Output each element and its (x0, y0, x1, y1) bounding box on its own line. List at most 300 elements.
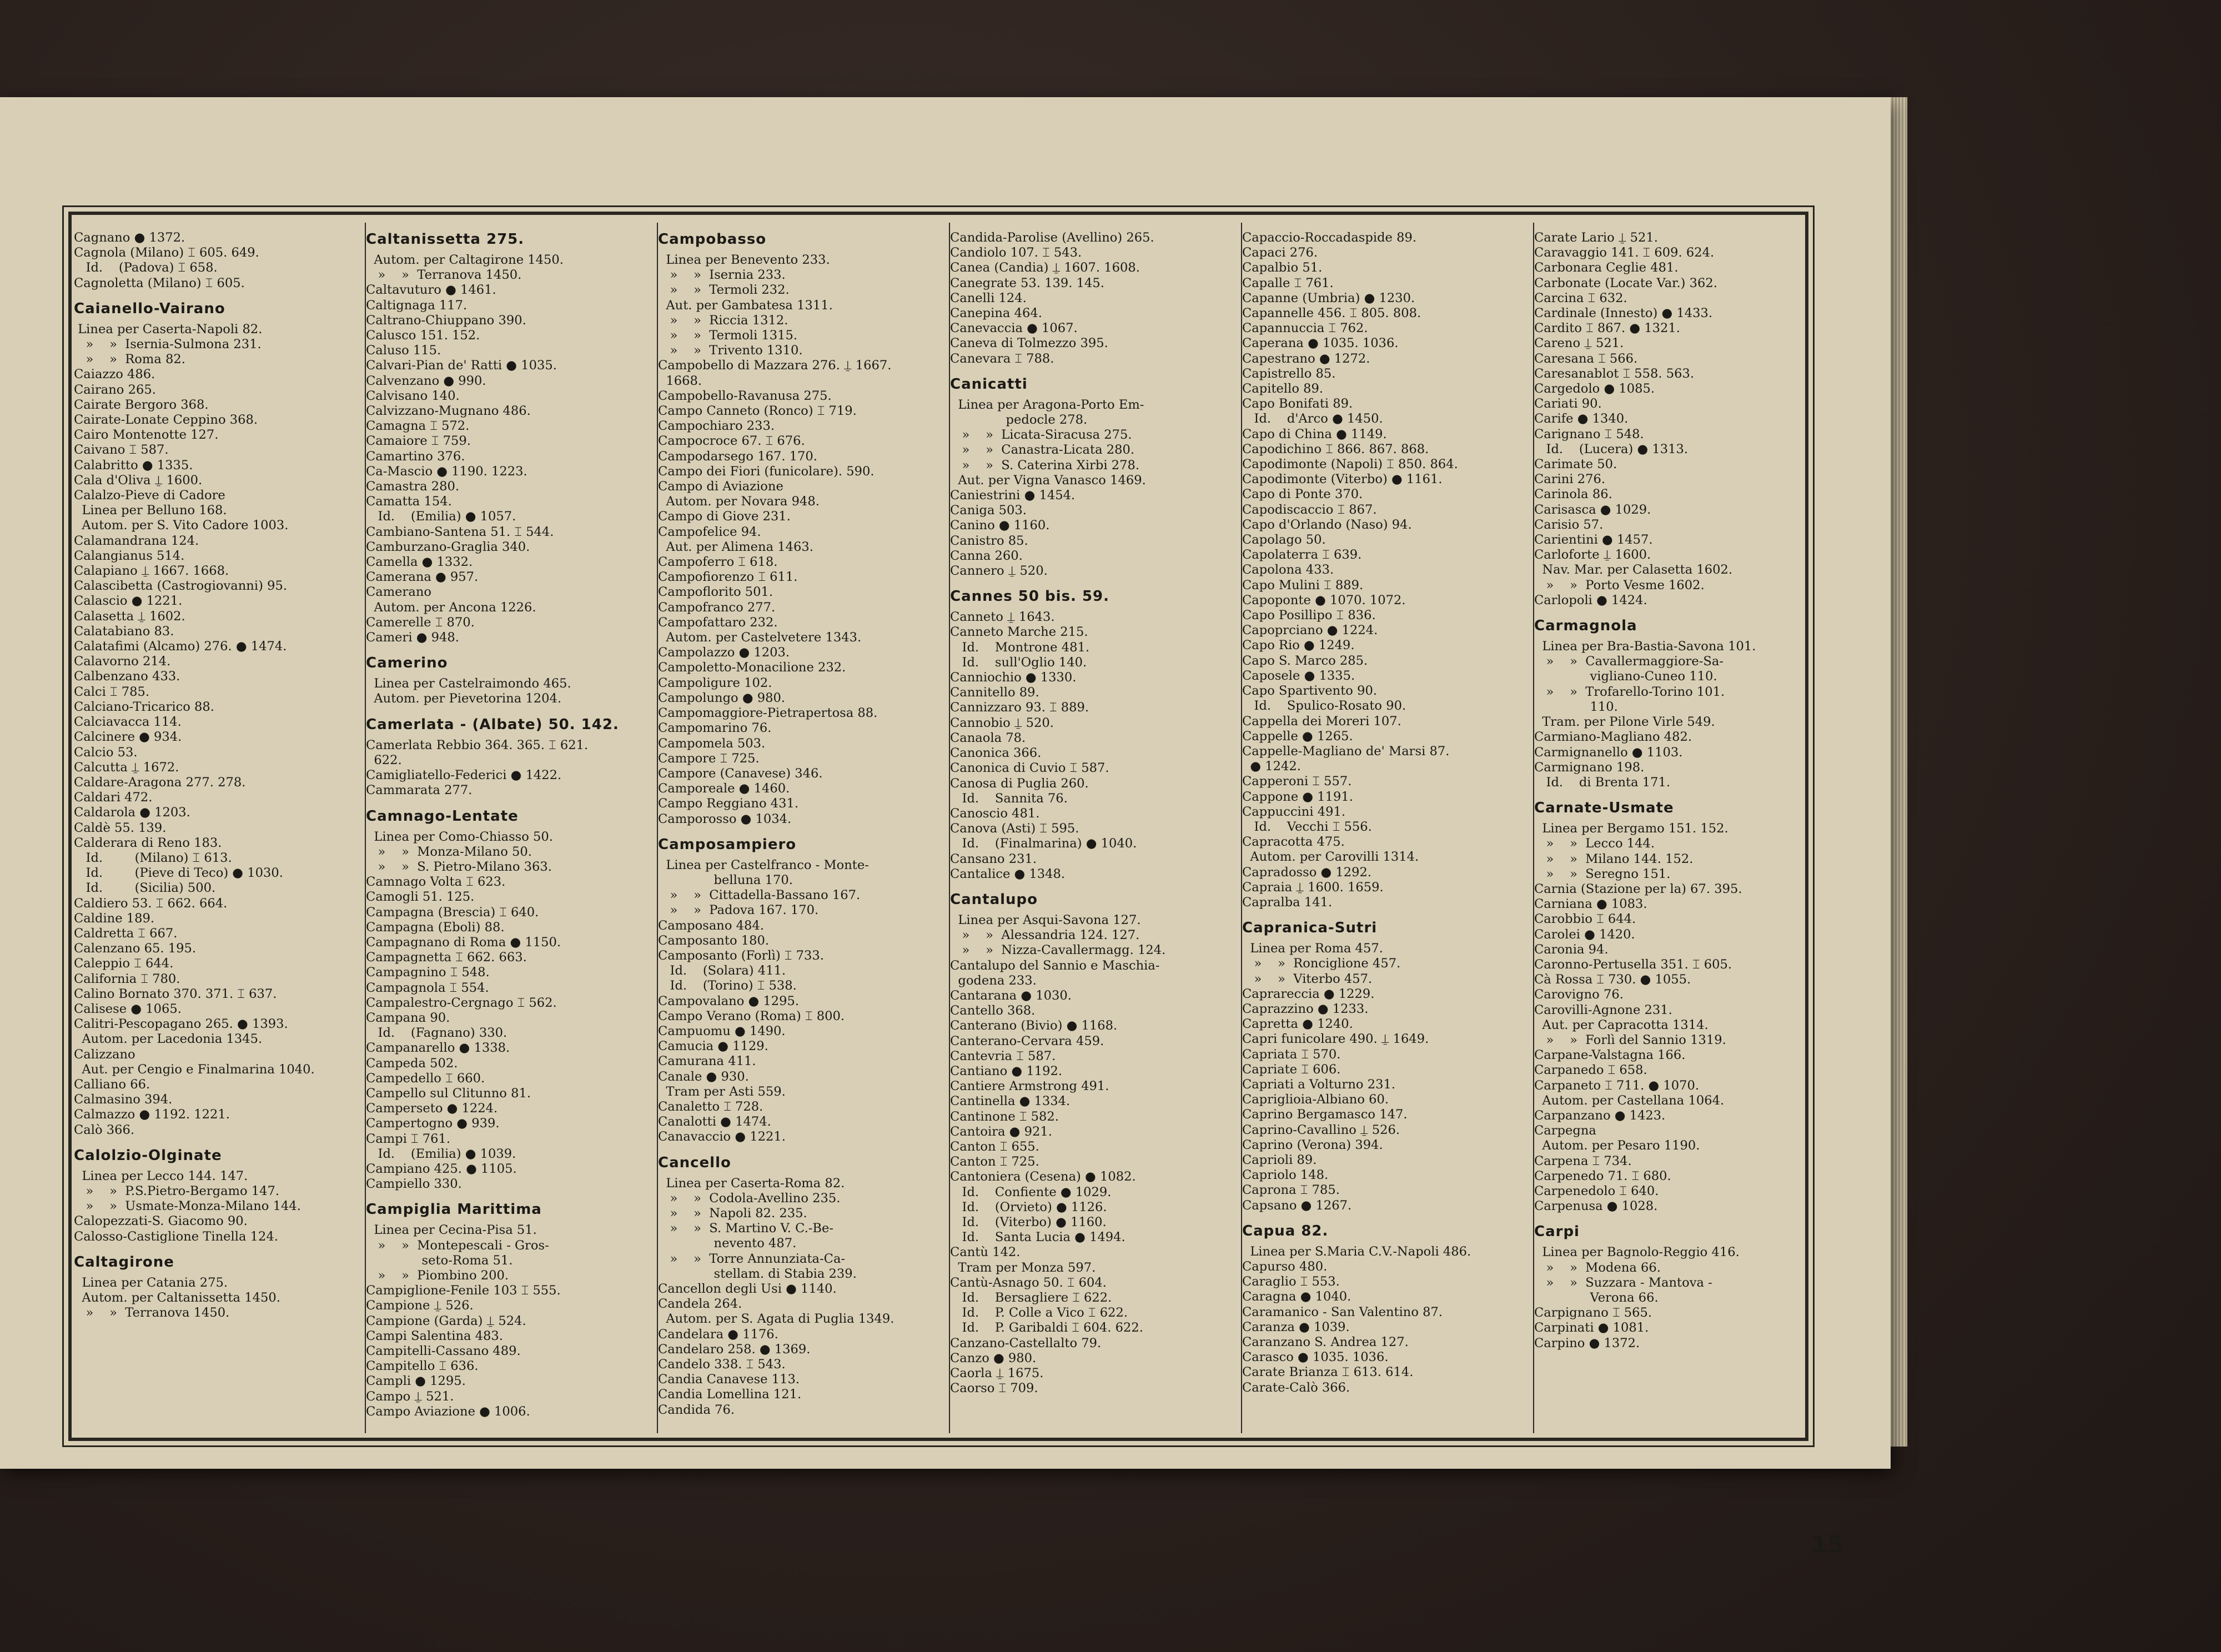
station-entry: Nav. Mar. per Calasetta 1602. (1534, 563, 1733, 578)
station-entry: Id. Confiente ● 1029. (950, 1184, 1112, 1199)
station-entry: Capolago 50. (1242, 533, 1326, 548)
station-entry: » » Trivento 1310. (658, 343, 803, 358)
station-entry: Cappone ● 1191. (1242, 789, 1353, 804)
station-entry: Cantiere Armstrong 491. (950, 1079, 1109, 1094)
station-entry: Camogli 51. 125. (366, 890, 475, 905)
station-entry: Aut. per Cengio e Finalmarina 1040. (74, 1062, 315, 1077)
station-entry: Id. Montrone 481. (950, 640, 1090, 655)
station-entry: Carmignano 198. (1534, 760, 1645, 775)
station-entry: Campo Verano (Roma) ⌶ 800. (658, 1008, 845, 1023)
station-entry: Cargedolo ● 1085. (1534, 381, 1655, 396)
station-entry: Calascibetta (Castrogiovanni) 95. (74, 579, 288, 594)
station-entry: Caravaggio 141. ⌶ 609. 624. (1534, 245, 1715, 260)
station-entry: Aut. per Gambatesa 1311. (658, 298, 833, 313)
station-entry: Linea per Roma 457. (1242, 941, 1383, 956)
station-entry: Caldari 472. (74, 790, 153, 805)
station-entry: Cardito ⌶ 867. ● 1321. (1534, 321, 1680, 336)
station-heading: Camposampiero (658, 836, 797, 853)
station-entry: Capodichino ⌶ 866. 867. 868. (1242, 441, 1429, 456)
station-entry: Campuomu ● 1490. (658, 1023, 786, 1038)
station-entry: Id. (Torino) ⌶ 538. (658, 978, 797, 993)
station-entry: Campi Salentina 483. (366, 1328, 503, 1343)
station-entry: Careno ⍊ 521. (1534, 336, 1624, 351)
station-entry: Canevaccia ● 1067. (950, 321, 1078, 336)
station-entry: Camerano (366, 585, 431, 600)
station-entry: Capalbio 51. (1242, 260, 1323, 275)
station-entry: Canavaccio ● 1221. (658, 1129, 786, 1144)
station-entry: California ⌶ 780. (74, 971, 180, 986)
station-entry: Camposanto 180. (658, 933, 770, 948)
station-entry: Caraglio ⌶ 553. (1242, 1274, 1340, 1289)
station-entry: Camerlata Rebbio 364. 365. ⌶ 621. (366, 737, 589, 752)
station-entry: Campana 90. (366, 1010, 450, 1025)
station-entry: Capraia ⍊ 1600. 1659. (1242, 880, 1384, 895)
station-entry: Carmignanello ● 1103. (1534, 745, 1683, 760)
station-entry: Cariati 90. (1534, 396, 1602, 411)
station-entry: Calitri-Pescopagano 265. ● 1393. (74, 1017, 288, 1032)
station-entry: Carientini ● 1457. (1534, 533, 1653, 548)
station-entry: Cairo Montenotte 127. (74, 428, 219, 443)
book-page (0, 97, 1891, 1558)
station-entry: Cala d'Oliva ⍊ 1600. (74, 473, 203, 488)
station-entry: Candia Lomellina 121. (658, 1387, 802, 1402)
station-entry: Id. P. Colle a Vico ⌶ 622. (950, 1305, 1128, 1320)
station-entry: Camagna ⌶ 572. (366, 419, 470, 434)
station-entry: Campore (Canavese) 346. (658, 766, 823, 781)
station-entry: » » Monza-Milano 50. (366, 844, 532, 859)
station-entry: Calavorno 214. (74, 654, 171, 669)
station-entry: Cappella dei Moreri 107. (1242, 714, 1401, 729)
station-entry: Calatafimi (Alcamo) 276. ● 1474. (74, 639, 287, 654)
station-entry: Camatta 154. (366, 494, 452, 509)
station-entry: Candiolo 107. ⌶ 543. (950, 245, 1082, 260)
station-entry: Calascio ● 1221. (74, 594, 183, 609)
index-column-4 (950, 230, 1239, 1424)
station-entry: Campo di Giove 231. (658, 509, 791, 524)
station-entry: Caprino Bergamasco 147. (1242, 1107, 1408, 1122)
station-entry: Id. di Brenta 171. (1534, 775, 1671, 790)
station-entry: Candia Canavese 113. (658, 1372, 800, 1387)
station-entry: ● 1242. (1242, 759, 1301, 774)
station-entry: Canistro 85. (950, 533, 1028, 548)
station-entry: Carife ● 1340. (1534, 411, 1629, 426)
station-entry: Canna 260. (950, 548, 1023, 563)
station-entry: Id. Bersagliere ⌶ 622. (950, 1291, 1112, 1305)
station-entry: Calcinere ● 934. (74, 730, 182, 745)
station-entry: Carpane-Valstagna 166. (1534, 1048, 1686, 1063)
station-entry: Canevara ⌶ 788. (950, 351, 1054, 366)
station-entry: Candelaro 258. ● 1369. (658, 1342, 811, 1357)
station-entry: Autom. per S. Agata di Puglia 1349. (658, 1312, 895, 1327)
station-entry: Cantalupo del Sannio e Maschia- (950, 958, 1160, 973)
station-entry: Camposano 484. (658, 918, 764, 933)
station-entry: Campello sul Clitunno 81. (366, 1086, 531, 1101)
station-entry: Canelli 124. (950, 290, 1027, 305)
station-entry: Calliano 66. (74, 1077, 150, 1092)
station-entry: Campovalano ● 1295. (658, 993, 800, 1008)
station-entry: Caleppio ⌶ 644. (74, 956, 174, 971)
station-entry: Calino Bornato 370. 371. ⌶ 637. (74, 986, 277, 1001)
station-entry: Capriolo 148. (1242, 1168, 1329, 1183)
station-entry: Caragna ● 1040. (1242, 1289, 1351, 1304)
station-entry: Caiazzo 486. (74, 367, 155, 382)
station-entry: Capurso 480. (1242, 1259, 1328, 1274)
station-entry: Id. (Emilia) ● 1057. (366, 509, 516, 524)
station-heading: Campiglia Marittima (366, 1201, 542, 1218)
station-entry: Linea per Castelfranco - Monte- (658, 857, 869, 872)
station-entry: Linea per S.Maria C.V.-Napoli 486. (1242, 1244, 1471, 1259)
station-entry: Canino ● 1160. (950, 518, 1050, 533)
station-entry: Canneto ⍊ 1643. (950, 610, 1055, 625)
station-entry: Capanne (Umbria) ● 1230. (1242, 290, 1415, 305)
station-heading: Cannes 50 bis. 59. (950, 588, 1110, 605)
station-entry: Camaiore ⌶ 759. (366, 434, 471, 449)
station-entry: Capo Bonifati 89. (1242, 396, 1353, 411)
station-entry: Campione (Garda) ⍊ 524. (366, 1313, 526, 1328)
station-entry: Caronno-Pertusella 351. ⌶ 605. (1534, 957, 1732, 972)
station-entry: Caniestrini ● 1454. (950, 488, 1076, 503)
station-entry: Linea per Caserta-Napoli 82. (74, 322, 263, 337)
station-entry: Capo Mulini ⌶ 889. (1242, 578, 1364, 592)
station-heading: Caltagirone (74, 1253, 174, 1271)
station-entry: Carpenusa ● 1028. (1534, 1199, 1658, 1214)
station-entry: Carloforte ⍊ 1600. (1534, 548, 1651, 563)
station-entry: Carpino ● 1372. (1534, 1335, 1640, 1350)
station-entry: 110. (1534, 699, 1618, 714)
station-entry: Id. (Pieve di Teco) ● 1030. (74, 866, 283, 881)
station-entry: Campi ⌶ 761. (366, 1131, 451, 1146)
station-entry: » » Trofarello-Torino 101. (1534, 684, 1725, 699)
station-entry: 1668. (658, 373, 702, 388)
station-entry: Carovigno 76. (1534, 987, 1624, 1002)
station-entry: Capo di China ● 1149. (1242, 426, 1387, 441)
station-entry: Linea per Caserta-Roma 82. (658, 1176, 845, 1191)
station-entry: Cannobio ⍊ 520. (950, 715, 1054, 730)
station-entry: Id. (Milano) ⌶ 613. (74, 850, 232, 865)
station-entry: Cantinella ● 1334. (950, 1094, 1071, 1109)
station-entry: pedocle 278. (950, 413, 1088, 428)
index-column-5 (1242, 230, 1531, 1424)
station-entry: Linea per Asqui-Savona 127. (950, 912, 1141, 927)
station-entry: » » Forlì del Sannio 1319. (1534, 1032, 1726, 1047)
station-entry: Caramanico - San Valentino 87. (1242, 1304, 1443, 1319)
station-entry: Caluso 115. (366, 343, 441, 358)
station-entry: Candelara ● 1176. (658, 1327, 778, 1342)
station-entry: Caprona ⌶ 785. (1242, 1183, 1340, 1198)
station-entry: Capolona 433. (1242, 563, 1334, 578)
station-entry: Camastra 280. (366, 479, 460, 494)
station-entry: Campoligure 102. (658, 675, 772, 690)
station-entry: Cappuccini 491. (1242, 804, 1346, 819)
station-entry: Canonica di Cuvio ⌶ 587. (950, 761, 1109, 776)
station-entry: Carcina ⌶ 632. (1534, 290, 1627, 305)
station-entry: Carate-Calò 366. (1242, 1380, 1350, 1395)
station-entry: » » S. Pietro-Milano 363. (366, 859, 552, 874)
station-entry: Cantiano ● 1192. (950, 1063, 1062, 1078)
station-entry: Calmazzo ● 1192. 1221. (74, 1107, 230, 1122)
station-entry: Capoprciano ● 1224. (1242, 623, 1378, 638)
station-entry: Caresanablot ⌶ 558. 563. (1534, 366, 1695, 381)
station-entry: » » Ronciglione 457. (1242, 956, 1401, 971)
station-heading: Camerlata - (Albate) 50. 142. (366, 716, 619, 733)
station-entry: Calisese ● 1065. (74, 1001, 182, 1016)
station-entry: Capriglioia-Albiano 60. (1242, 1092, 1389, 1107)
station-entry: Camburzano-Graglia 340. (366, 539, 530, 554)
station-entry: Capo d'Orlando (Naso) 94. (1242, 517, 1412, 532)
station-entry: Carignano ⌶ 548. (1534, 426, 1644, 441)
station-entry: Caresana ⌶ 566. (1534, 351, 1638, 366)
station-entry: Campo Reggiano 431. (658, 796, 799, 811)
station-entry: Calosso-Castiglione Tinella 124. (74, 1229, 278, 1244)
station-entry: Cà Rossa ⌶ 730. ● 1055. (1534, 972, 1691, 987)
station-entry: Linea per Bergamo 151. 152. (1534, 821, 1728, 836)
station-entry: belluna 170. (658, 872, 793, 887)
station-entry: Carasco ● 1035. 1036. (1242, 1350, 1389, 1365)
station-entry: Campiello 330. (366, 1177, 462, 1192)
station-entry: Calò 366. (74, 1122, 135, 1137)
station-entry: Capralba 141. (1242, 895, 1333, 910)
station-entry: » » Terranova 1450. (74, 1305, 230, 1320)
station-entry: Calcio 53. (74, 745, 138, 760)
station-entry: Camella ● 1332. (366, 555, 473, 570)
station-entry: Calangianus 514. (74, 548, 185, 563)
station-entry: Canaola 78. (950, 730, 1026, 745)
station-entry: Canoscio 481. (950, 806, 1040, 821)
station-entry: Aut. per Capracotta 1314. (1534, 1017, 1709, 1032)
station-entry: Carate Brianza ⌶ 613. 614. (1242, 1365, 1414, 1380)
index-column-1 (74, 230, 363, 1424)
station-entry: Carinola 86. (1534, 487, 1612, 502)
station-entry: Calenzano 65. 195. (74, 941, 197, 956)
station-entry: » » Termoli 1315. (658, 328, 798, 343)
station-entry: Cantevria ⌶ 587. (950, 1048, 1056, 1063)
station-entry: Linea per Como-Chiasso 50. (366, 829, 553, 844)
station-entry: Caranzano S. Andrea 127. (1242, 1335, 1409, 1350)
station-entry: Caprareccia ● 1229. (1242, 986, 1375, 1001)
station-entry: Linea per Catania 275. (74, 1275, 228, 1290)
station-entry: Camerelle ⌶ 870. (366, 615, 475, 630)
index-column-6 (1534, 230, 1823, 1424)
station-entry: » » Terranova 1450. (366, 268, 522, 283)
station-entry: » » Porto Vesme 1602. (1534, 578, 1705, 592)
station-entry: Cambiano-Santena 51. ⌶ 544. (366, 524, 554, 539)
station-entry: Calvizzano-Mugnano 486. (366, 404, 531, 419)
station-entry: Cancellon degli Usi ● 1140. (658, 1282, 837, 1296)
station-entry: Canton ⌶ 655. (950, 1139, 1039, 1154)
station-entry: Campofranco 277. (658, 600, 776, 615)
station-entry: Caltignaga 117. (366, 298, 468, 313)
station-entry: Caldarola ● 1203. (74, 805, 190, 820)
station-entry: Ca-Mascio ● 1190. 1223. (366, 464, 527, 479)
station-entry: Caivano ⌶ 587. (74, 443, 169, 458)
station-entry: Campanarello ● 1338. (366, 1041, 510, 1056)
station-entry: Capriati a Volturno 231. (1242, 1077, 1396, 1092)
station-entry: Cannitello 89. (950, 685, 1039, 700)
station-entry: Campofelice 94. (658, 524, 761, 539)
station-entry: Capitello 89. (1242, 381, 1324, 396)
station-entry: Campione ⍊ 526. (366, 1298, 474, 1313)
station-entry: Calmasino 394. (74, 1092, 173, 1107)
station-entry: Cappelle ● 1265. (1242, 729, 1353, 744)
station-heading: Calolzio-Olginate (74, 1147, 222, 1164)
station-heading: Capranica-Sutri (1242, 920, 1378, 937)
station-entry: Cantù-Asnago 50. ⌶ 604. (950, 1275, 1107, 1290)
station-entry: » » Usmate-Monza-Milano 144. (74, 1199, 301, 1214)
station-entry: Aut. per Alimena 1463. (658, 539, 813, 554)
station-entry: Carovilli-Agnone 231. (1534, 1002, 1672, 1017)
station-entry: Capolaterra ⌶ 639. (1242, 548, 1362, 563)
station-entry: seto-Roma 51. (366, 1253, 513, 1268)
station-entry: Id. Spulico-Rosato 90. (1242, 699, 1406, 714)
station-entry: Calci ⌶ 785. (74, 684, 150, 699)
station-entry: Autom. per Caltanissetta 1450. (74, 1291, 280, 1305)
station-entry: » » Torre Annunziata-Ca- (658, 1251, 846, 1266)
station-entry: Campomarino 76. (658, 721, 772, 736)
station-entry: Id. sull'Oglio 140. (950, 655, 1087, 670)
station-entry: Camposanto (Forlì) ⌶ 733. (658, 948, 824, 963)
station-entry: Cantinone ⌶ 582. (950, 1109, 1059, 1124)
station-entry: Campocroce 67. ⌶ 676. (658, 434, 805, 449)
station-entry: Campertogno ● 939. (366, 1116, 500, 1131)
station-entry: » » Riccia 1312. (658, 313, 788, 328)
station-entry: Caposele ● 1335. (1242, 668, 1355, 683)
station-entry: Linea per Belluno 168. (74, 503, 227, 518)
station-entry: Campoferro ⌶ 618. (658, 555, 778, 570)
station-entry: stellam. di Stabia 239. (658, 1266, 857, 1281)
station-heading: Campobasso (658, 231, 767, 248)
station-entry: Canterano (Bivio) ● 1168. (950, 1018, 1118, 1033)
station-entry: Capretta ● 1240. (1242, 1017, 1353, 1032)
station-entry: Canosa di Puglia 260. (950, 776, 1089, 791)
station-entry: Capalle ⌶ 761. (1242, 275, 1334, 290)
station-entry: Carnia (Stazione per la) 67. 395. (1534, 881, 1742, 896)
station-entry: Autom. per Castellana 1064. (1534, 1093, 1725, 1108)
station-entry: Campitello ⌶ 636. (366, 1359, 479, 1374)
station-entry: Capsano ● 1267. (1242, 1198, 1352, 1213)
station-entry: Carniana ● 1083. (1534, 897, 1647, 912)
station-entry: Capodiscaccio ⌶ 867. (1242, 502, 1377, 517)
station-entry: Caldretta ⌶ 667. (74, 926, 178, 941)
station-entry: Cansano 231. (950, 851, 1037, 866)
station-entry: Autom. per Carovilli 1314. (1242, 850, 1419, 865)
station-entry: Campo Canneto (Ronco) ⌶ 719. (658, 404, 857, 419)
station-entry: Caprino (Verona) 394. (1242, 1137, 1383, 1152)
index-column-3 (658, 230, 947, 1424)
index-column-2 (366, 230, 655, 1424)
station-entry: Autom. per Lacedonia 1345. (74, 1032, 263, 1047)
station-entry: Capri funicolare 490. ⍊ 1649. (1242, 1032, 1429, 1047)
station-entry: Canea (Candia) ⍊ 1607. 1608. (950, 260, 1140, 275)
station-entry: Carpaneto ⌶ 711. ● 1070. (1534, 1078, 1700, 1093)
station-entry: Linea per Castelraimondo 465. (366, 676, 571, 691)
station-entry: Calatabiano 83. (74, 624, 174, 639)
station-entry: Carpignano ⌶ 565. (1534, 1305, 1652, 1320)
station-entry: Carolei ● 1420. (1534, 927, 1635, 942)
station-entry: Capannelle 456. ⌶ 805. 808. (1242, 306, 1421, 321)
station-entry: Carlopoli ● 1424. (1534, 592, 1647, 607)
station-entry: Campobello di Mazzara 276. ⍊ 1667. (658, 358, 892, 373)
station-entry: » » Padova 167. 170. (658, 903, 819, 918)
station-entry: » » Seregno 151. (1534, 866, 1671, 881)
station-entry: Tram. per Pilone Virle 549. (1534, 715, 1715, 730)
station-entry: Id. (Lucera) ● 1313. (1534, 441, 1689, 456)
station-entry: Campobello-Ravanusa 275. (658, 388, 832, 403)
station-entry: Caorla ⍊ 1675. (950, 1366, 1044, 1381)
station-heading: Camnago-Lentate (366, 807, 519, 825)
station-entry: Id. (Sicilia) 500. (74, 881, 216, 896)
station-entry: Carbonara Ceglie 481. (1534, 260, 1679, 275)
station-entry: Capaci 276. (1242, 245, 1318, 260)
station-entry: » » Viterbo 457. (1242, 971, 1373, 986)
station-entry: Camucia ● 1129. (658, 1039, 768, 1054)
station-entry: Cardinale (Innesto) ● 1433. (1534, 306, 1713, 321)
station-entry: Linea per Bagnolo-Reggio 416. (1534, 1245, 1740, 1260)
station-entry: Carpenedolo ⌶ 640. (1534, 1183, 1659, 1198)
station-entry: Capo Spartivento 90. (1242, 684, 1378, 699)
station-entry: Calcutta ⍊ 1672. (74, 760, 179, 775)
station-entry: » » Milano 144. 152. (1534, 851, 1694, 866)
station-entry: Calizzano (74, 1047, 135, 1062)
station-entry: Caneva di Tolmezzo 395. (950, 336, 1108, 351)
station-entry: Campomela 503. (658, 736, 766, 751)
station-entry: godena 233. (950, 973, 1037, 988)
station-entry: Carimate 50. (1534, 457, 1617, 472)
station-entry: Caldare-Aragona 277. 278. (74, 775, 246, 790)
station-entry: Campolungo ● 980. (658, 690, 786, 705)
station-entry: » » Alessandria 124. 127. (950, 928, 1140, 943)
station-entry: Id. (Padova) ⌶ 658. (74, 260, 218, 275)
station-entry: Calciavacca 114. (74, 715, 182, 730)
station-entry: Verona 66. (1534, 1291, 1659, 1305)
station-entry: Caorso ⌶ 709. (950, 1381, 1038, 1396)
station-entry: Canniochio ● 1330. (950, 670, 1077, 685)
station-entry: Capo di Ponte 370. (1242, 487, 1363, 502)
station-entry: Carpenedo 71. ⌶ 680. (1534, 1168, 1671, 1183)
station-entry: » » Licata-Siracusa 275. (950, 428, 1132, 443)
station-entry: Aut. per Vigna Vanasco 1469. (950, 473, 1146, 488)
station-entry: Campagnano di Roma ● 1150. (366, 935, 561, 950)
station-entry: Calasetta ⍊ 1602. (74, 609, 185, 624)
station-entry: Canegrate 53. 139. 145. (950, 275, 1104, 290)
station-entry: Calbenzano 433. (74, 669, 180, 684)
station-entry: Cagnoletta (Milano) ⌶ 605. (74, 275, 245, 290)
station-entry: » » Termoli 232. (658, 283, 790, 298)
station-entry: Canalotti ● 1474. (658, 1114, 771, 1129)
station-entry: » » P.S.Pietro-Bergamo 147. (74, 1183, 280, 1198)
station-entry: Capriate ⌶ 606. (1242, 1062, 1341, 1077)
station-entry: Id. (Orvieto) ● 1126. (950, 1199, 1107, 1214)
station-entry: » » Lecco 144. (1534, 836, 1655, 851)
station-entry: Carpinati ● 1081. (1534, 1320, 1649, 1335)
station-entry: Campagnino ⌶ 548. (366, 965, 490, 980)
station-heading: Cancello (658, 1154, 731, 1171)
station-entry: Calabritto ● 1335. (74, 458, 193, 473)
station-entry: Id. (Finalmarina) ● 1040. (950, 836, 1137, 851)
station-entry: Candida 76. (658, 1402, 735, 1417)
station-entry: Autom. per Novara 948. (658, 494, 820, 509)
station-entry: Calvenzano ● 990. (366, 373, 486, 388)
station-entry: Linea per Cecina-Pisa 51. (366, 1223, 537, 1238)
page-frame (62, 205, 1815, 1447)
station-entry: Id. (Fagnano) 330. (366, 1026, 507, 1041)
station-entry: » » Cavallermaggiore-Sa- (1534, 654, 1723, 669)
station-entry: » » Isernia-Sulmona 231. (74, 337, 262, 352)
station-entry: Capriata ⌶ 570. (1242, 1047, 1341, 1062)
station-entry: Autom. per Pesaro 1190. (1534, 1138, 1700, 1153)
station-entry: Canzano-Castellalto 79. (950, 1335, 1102, 1350)
station-entry: » » Modena 66. (1534, 1260, 1661, 1275)
station-entry: Capperoni ⌶ 557. (1242, 774, 1352, 789)
